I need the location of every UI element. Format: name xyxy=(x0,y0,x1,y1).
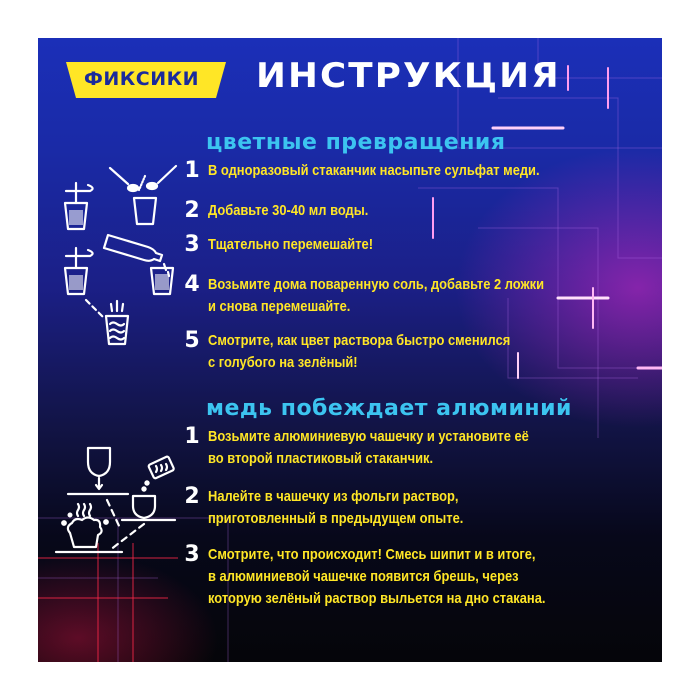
spoons-icon xyxy=(110,166,176,191)
step-text: которую зелёный раствор выльется на дно стакана. xyxy=(208,590,546,607)
color-experiment-illustration xyxy=(48,158,188,348)
aluminium-experiment-illustration xyxy=(50,438,180,568)
step-number: 1 xyxy=(184,158,200,183)
step-2-2 xyxy=(182,486,505,530)
step-text: и снова перемешайте. xyxy=(208,298,351,315)
pour-solution-icon xyxy=(142,456,174,491)
logo-text: ФИКСИКИ xyxy=(84,68,200,90)
step-text: Тщательно перемешайте! xyxy=(208,236,374,253)
page-title: ИНСТРУКЦИЯ xyxy=(256,56,561,96)
water-cup-icon xyxy=(151,268,173,294)
section-title-color-transformations: цветные превращения xyxy=(206,130,506,155)
step-1-3 xyxy=(182,234,400,256)
fixiki-logo xyxy=(66,60,226,100)
bubbling-cup-icon xyxy=(106,301,128,344)
step-number: 3 xyxy=(184,232,200,257)
empty-cup-icon xyxy=(134,198,156,224)
step-text: во второй пластиковый стаканчик. xyxy=(208,450,434,467)
step-1-1 xyxy=(182,160,594,182)
step-text: Смотрите, как цвет раствора быстро сменился xyxy=(208,332,511,349)
step-text: Смотрите, что происходит! Смесь шипит и в итоге, xyxy=(208,546,536,563)
bottle-pour-icon xyxy=(104,235,169,276)
stir-cup-icon xyxy=(65,183,93,229)
step-text: Налейте в чашечку из фольги раствор, xyxy=(208,488,459,505)
foil-cup-icon xyxy=(68,448,128,494)
instruction-card xyxy=(38,38,662,662)
step-text: с голубого на зелёный! xyxy=(208,354,358,371)
step-text: приготовленный в предыдущем опыте. xyxy=(208,510,464,527)
step-text: в алюминиевой чашечке появится брешь, через xyxy=(208,568,519,585)
step-1-5 xyxy=(182,330,560,374)
second-cup-icon xyxy=(122,496,175,520)
step-text: Возьмите дома поваренную соль, добавьте 2 ложки xyxy=(208,276,545,293)
step-number: 5 xyxy=(184,328,200,353)
stir-cup-2-icon xyxy=(65,248,93,294)
step-number: 1 xyxy=(184,424,200,449)
step-number: 2 xyxy=(184,484,200,509)
step-1-4 xyxy=(182,274,599,318)
step-text: Добавьте 30-40 мл воды. xyxy=(208,202,369,219)
step-1-2 xyxy=(182,200,394,222)
step-number: 2 xyxy=(184,198,200,223)
step-number: 3 xyxy=(184,542,200,567)
section-title-copper-vs-aluminium: медь побеждает алюминий xyxy=(206,396,572,421)
step-number: 4 xyxy=(184,272,200,297)
step-text: Возьмите алюминиевую чашечку и установите её xyxy=(208,428,529,445)
step-2-3 xyxy=(182,544,600,610)
step-text: В одноразовый стаканчик насыпьте сульфат меди. xyxy=(208,162,540,179)
step-2-1 xyxy=(182,426,581,470)
